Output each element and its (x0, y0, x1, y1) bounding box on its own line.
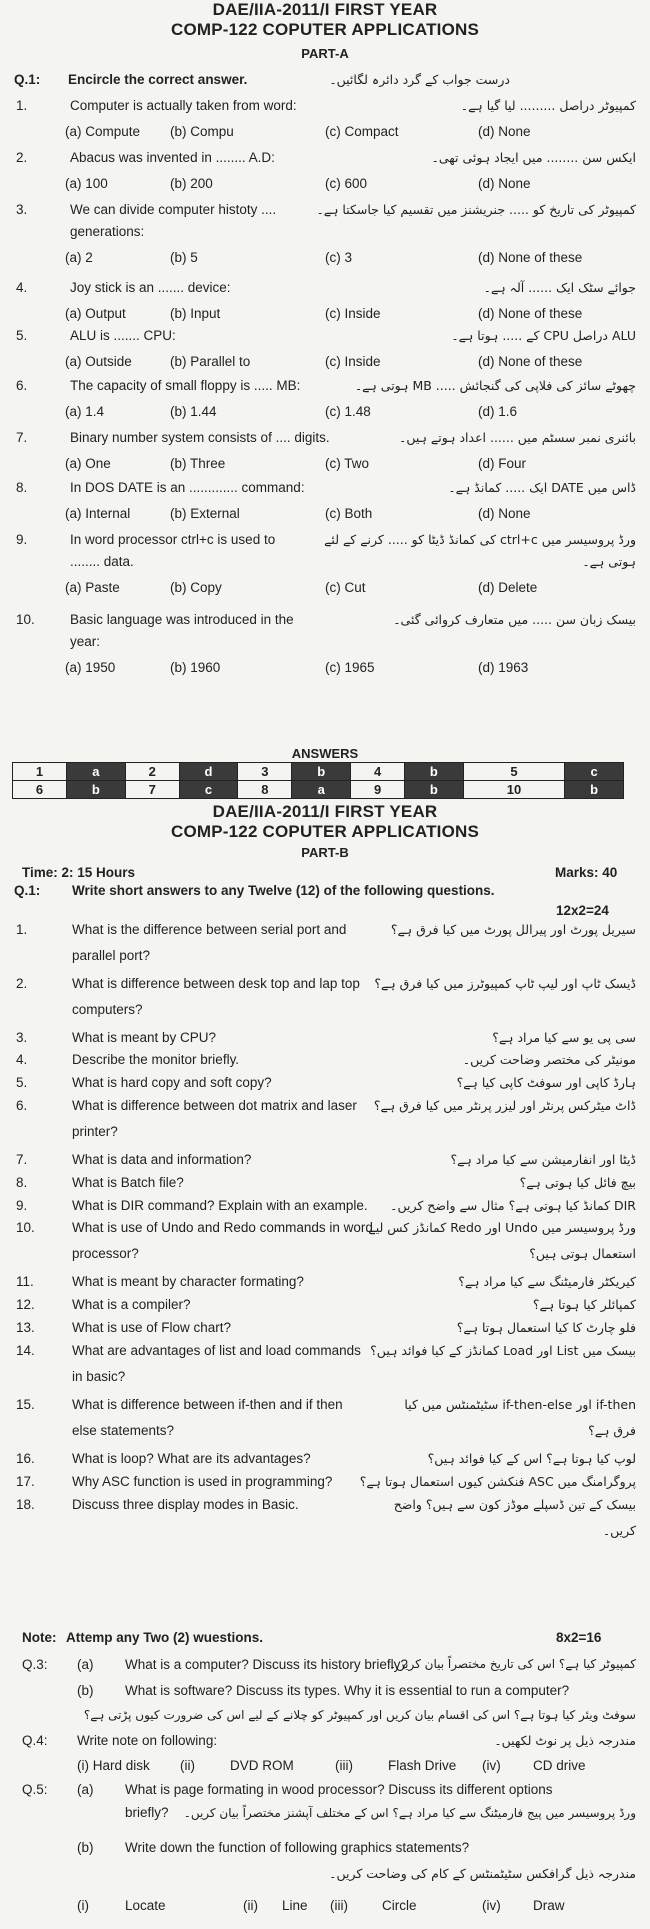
short-question-number: 17. (16, 1474, 35, 1489)
answer-question-number: 9 (351, 781, 405, 799)
answer-choice: a (66, 763, 125, 781)
mcq-option-c: (c) Two (325, 456, 370, 471)
mcq-question: Binary number system consists of .... digits. (70, 430, 330, 445)
short-question-number: 5. (16, 1075, 28, 1090)
mcq-question-cont: year: (70, 634, 101, 649)
total-marks: Marks: 40 (555, 865, 618, 880)
mcq-option-d: (d) Four (478, 456, 527, 471)
mcq-option-c: (c) Both (325, 506, 373, 521)
q5-item: Line (282, 1898, 308, 1913)
mcq-question-urdu: کمپیوٹر دراصل ......... لیا گیا ہے۔ (460, 98, 636, 113)
short-question-number: 1. (16, 922, 28, 937)
mcq-option-d: (d) None of these (478, 354, 583, 369)
q4-item: (iii) (335, 1758, 353, 1773)
short-question-urdu-cont: فرق ہے؟ (588, 1423, 636, 1438)
short-question-number: 3. (16, 1030, 28, 1045)
mcq-question-urdu: کمپیوٹر کی تاریخ کو ..... جنریشنز میں تقسیم کیا جاسکتا ہے۔ (316, 202, 636, 217)
mcq-question-urdu-cont: ہوتی ہے۔ (582, 554, 636, 569)
q4-item: DVD ROM (230, 1758, 294, 1773)
mcq-question: Computer is actually taken from word: (70, 98, 297, 113)
part-b-q1-label: Q.1: (14, 883, 41, 898)
short-question-number: 16. (16, 1451, 35, 1466)
q5b-label: (b) (77, 1840, 94, 1855)
mcq-option-b: (b) Parallel to (170, 354, 251, 369)
answer-question-number: 2 (125, 763, 179, 781)
q4-label: Q.4: (22, 1733, 48, 1748)
short-question-text: What is difference between desk top and lap top (72, 976, 360, 991)
short-question-text: Describe the monitor briefly. (72, 1052, 240, 1067)
mcq-option-b: (b) External (170, 506, 240, 521)
answer-question-number: 1 (13, 763, 67, 781)
mcq-option-b: (b) Three (170, 456, 226, 471)
answer-choice: c (179, 781, 238, 799)
mcq-question-urdu: ایکس سن ........ میں ایجاد ہوئی تھی۔ (431, 150, 636, 165)
q3b-urdu: سوفٹ ویئر کیا ہوتا ہے؟ اس کی اقسام بیان کریں اور کمپیوٹر کو چلانے کے لیے اس کی ضرورت کیوں پڑتی ہے؟ (83, 1708, 636, 1722)
q5-item: Draw (533, 1898, 565, 1913)
short-question-urdu: بیچ فائل کیا ہوتی ہے؟ (519, 1175, 636, 1190)
mcq-question-urdu: ورڈ پروسیسر میں ctrl+c کی کمانڈ ڈیٹا کو ..... کرنے کے لئے (324, 532, 636, 547)
part-b-title-line2: COMP-122 COPUTER APPLICATIONS (170, 822, 480, 841)
q3b-label: (b) (77, 1683, 94, 1698)
mcq-option-c: (c) Cut (325, 580, 366, 595)
mcq-option-a: (a) Outside (65, 354, 132, 369)
short-question-urdu: کیریکٹر فارمیٹنگ سے کیا مراد ہے؟ (458, 1274, 636, 1289)
q3a-text: What is a computer? Discuss its history briefly? (125, 1657, 408, 1672)
short-question-text-cont: else statements? (72, 1423, 175, 1438)
mcq-option-d: (d) Delete (478, 580, 538, 595)
q4-item: Flash Drive (388, 1758, 457, 1773)
note-label: Note: (22, 1630, 57, 1645)
part-a-title-line2: COMP-122 COPUTER APPLICATIONS (170, 20, 480, 39)
answer-choice: c (565, 763, 624, 781)
mcq-option-a: (a) Output (65, 306, 126, 321)
part-b-q1-marks: 12x2=24 (556, 903, 609, 918)
short-question-urdu: DIR کمانڈ کیا ہوتی ہے؟ مثال سے واضح کریں۔ (390, 1198, 636, 1213)
mcq-option-d: (d) None of these (478, 250, 583, 265)
mcq-question: ALU is ....... CPU: (70, 328, 176, 343)
short-question-urdu: if-then اور if-then-else سٹیٹمنٹس میں کیا (404, 1397, 636, 1412)
answer-choice: b (405, 781, 464, 799)
mcq-option-c: (c) 1965 (325, 660, 375, 675)
mcq-option-c: (c) 600 (325, 176, 368, 191)
short-question-urdu: ہارڈ کاپی اور سوفٹ کاپی کیا ہے؟ (456, 1075, 636, 1090)
short-question-urdu: مونیٹر کی مختصر وضاحت کریں۔ (462, 1052, 636, 1067)
answers-title: ANSWERS (291, 746, 359, 761)
short-question-urdu: کمپائلر کیا ہوتا ہے؟ (532, 1297, 636, 1312)
answer-question-number: 3 (238, 763, 292, 781)
q5-item: (ii) (243, 1898, 258, 1913)
answer-question-number: 10 (463, 781, 564, 799)
mcq-option-b: (b) 200 (170, 176, 213, 191)
short-question-text: Discuss three display modes in Basic. (72, 1497, 299, 1512)
q5b-text: Write down the function of following graphics statements? (125, 1840, 470, 1855)
short-question-number: 7. (16, 1152, 28, 1167)
mcq-option-a: (a) 1950 (65, 660, 116, 675)
mcq-option-a: (a) 100 (65, 176, 108, 191)
mcq-question: In word processor ctrl+c is used to (70, 532, 276, 547)
q5a-text: What is page formating in wood processor? Discuss its different options (125, 1782, 553, 1797)
mcq-option-d: (d) None (478, 506, 531, 521)
note-text: Attemp any Two (2) wuestions. (66, 1630, 264, 1645)
short-question-urdu: ڈیٹا اور انفارمیشن سے کیا مراد ہے؟ (450, 1152, 636, 1167)
q1-instruction: Encircle the correct answer. (68, 72, 248, 87)
q4-urdu: مندرجہ ذیل پر نوٹ لکھیں۔ (494, 1733, 636, 1748)
short-question-number: 14. (16, 1343, 35, 1358)
short-question-text-cont: parallel port? (72, 948, 151, 963)
mcq-option-b: (b) 1.44 (170, 404, 217, 419)
answer-question-number: 4 (351, 763, 405, 781)
answer-choice: b (292, 763, 351, 781)
mcq-option-a: (a) One (65, 456, 111, 471)
short-question-text: What is use of Flow chart? (72, 1320, 232, 1335)
short-question-urdu: پروگرامنگ میں ASC فنکشن کیوں استعمال ہوتا ہے؟ (359, 1474, 636, 1489)
short-question-number: 8. (16, 1175, 28, 1190)
mcq-number: 2. (16, 150, 28, 165)
q3-label: Q.3: (22, 1657, 48, 1672)
q1-instruction-urdu: درست جواب کے گرد دائرہ لگائیں۔ (329, 72, 510, 87)
q5a-text-cont: briefly? (125, 1805, 169, 1820)
part-a-title-line1: DAE/IIA-2011/I FIRST YEAR (212, 0, 438, 19)
mcq-option-c: (c) Inside (325, 306, 381, 321)
short-question-text: What is the difference between serial port and (72, 922, 347, 937)
mcq-question: We can divide computer histoty .... (70, 202, 277, 217)
short-question-number: 6. (16, 1098, 28, 1113)
short-question-text-cont: printer? (72, 1124, 118, 1139)
mcq-option-a: (a) Internal (65, 506, 131, 521)
mcq-question: In DOS DATE is an ............. command: (70, 480, 305, 495)
mcq-option-a: (a) Paste (65, 580, 120, 595)
short-question-urdu: ڈاٹ میٹرکس پرنٹر اور لیزر پرنٹر میں کیا فرق ہے؟ (373, 1098, 636, 1113)
q3a-label: (a) (77, 1657, 94, 1672)
q5a-label: (a) (77, 1782, 94, 1797)
answer-question-number: 6 (13, 781, 67, 799)
mcq-question-cont: generations: (70, 224, 145, 239)
q5-item: Circle (382, 1898, 417, 1913)
mcq-option-d: (d) None (478, 124, 531, 139)
note-marks: 8x2=16 (556, 1630, 602, 1645)
mcq-number: 4. (16, 280, 28, 295)
short-question-urdu: بیسک میں List اور Load کمانڈز کے کیا فوائد ہیں؟ (370, 1343, 636, 1358)
q5-item: (i) (77, 1898, 89, 1913)
mcq-question: Basic language was introduced in the (70, 612, 294, 627)
short-question-text-cont: computers? (72, 1002, 143, 1017)
time-allowed: Time: 2: 15 Hours (22, 865, 136, 880)
mcq-question-urdu: ALU دراصل CPU کے ..... ہوتا ہے۔ (451, 328, 636, 343)
mcq-number: 7. (16, 430, 28, 445)
q3a-urdu: کمپیوٹر کیا ہے؟ اس کی تاریخ مختصراً بیان کریں۔ (389, 1657, 636, 1671)
short-question-number: 2. (16, 976, 28, 991)
short-question-text: What is use of Undo and Redo commands in word (72, 1220, 373, 1235)
q5b-urdu: مندرجہ ذیل گرافکس سٹیٹمنٹس کے کام کی وضاحت کریں۔ (329, 1866, 636, 1881)
short-question-text: What is difference between if-then and if then (72, 1397, 343, 1412)
mcq-number: 10. (16, 612, 35, 627)
mcq-option-b: (b) Copy (170, 580, 222, 595)
short-question-urdu: بیسک کے تین ڈسپلے موڈز کون سے ہیں؟ واضح (393, 1497, 636, 1512)
short-question-text: What is a compiler? (72, 1297, 191, 1312)
answer-choice: b (565, 781, 624, 799)
short-question-text: What is DIR command? Explain with an example. (72, 1198, 368, 1213)
short-question-text-cont: in basic? (72, 1369, 126, 1384)
q1-label: Q.1: (14, 72, 41, 87)
q5-item: (iv) (482, 1898, 501, 1913)
mcq-question: Abacus was invented in ........ A.D: (70, 150, 275, 165)
short-question-number: 4. (16, 1052, 28, 1067)
mcq-option-b: (b) Input (170, 306, 221, 321)
answer-question-number: 7 (125, 781, 179, 799)
short-question-text: What is difference between dot matrix and laser (72, 1098, 357, 1113)
answer-choice: d (179, 763, 238, 781)
short-question-number: 9. (16, 1198, 28, 1213)
mcq-question-urdu: چھوٹے سائز کی فلاپی کی گنجائش ..... MB ہوتی ہے۔ (354, 378, 636, 393)
short-question-text: What is meant by character formating? (72, 1274, 304, 1289)
mcq-option-c: (c) 1.48 (325, 404, 371, 419)
part-b-label: PART-B (301, 845, 349, 860)
answers-row (13, 763, 624, 781)
short-question-number: 13. (16, 1320, 35, 1335)
q3b-text: What is software? Discuss its types. Why it is essential to run a computer? (125, 1683, 570, 1698)
answer-question-number: 8 (238, 781, 292, 799)
mcq-number: 9. (16, 532, 28, 547)
mcq-number: 8. (16, 480, 28, 495)
mcq-option-c: (c) Compact (325, 124, 399, 139)
answer-choice: b (405, 763, 464, 781)
mcq-number: 3. (16, 202, 28, 217)
answer-choice: b (66, 781, 125, 799)
mcq-question-urdu: بائنری نمبر سسٹم میں ...... اعداد ہوتے ہیں۔ (399, 430, 636, 445)
mcq-option-b: (b) 1960 (170, 660, 221, 675)
short-question-urdu: سی پی یو سے کیا مراد ہے؟ (492, 1030, 636, 1045)
short-question-text: What are advantages of list and load commands (72, 1343, 361, 1358)
mcq-option-c: (c) Inside (325, 354, 381, 369)
part-b-title-line1: DAE/IIA-2011/I FIRST YEAR (212, 802, 438, 821)
short-question-urdu: فلو چارٹ کا کیا استعمال ہوتا ہے؟ (456, 1320, 636, 1335)
short-question-number: 12. (16, 1297, 35, 1312)
short-question-number: 18. (16, 1497, 35, 1512)
mcq-number: 5. (16, 328, 28, 343)
q5-item: (iii) (330, 1898, 348, 1913)
mcq-number: 1. (16, 98, 28, 113)
q4-item: (i) Hard disk (77, 1758, 150, 1773)
short-question-urdu: لوپ کیا ہوتا ہے؟ اس کے کیا فوائد ہیں؟ (427, 1451, 636, 1466)
q4-item: CD drive (533, 1758, 586, 1773)
q4-item: (ii) (180, 1758, 195, 1773)
short-question-text: What is meant by CPU? (72, 1030, 217, 1045)
q5a-urdu: ورڈ پروسیسر میں پیج فارمیٹنگ سے کیا مراد ہے؟ اس کے مختلف آپشنز مختصراً بیان کریں۔ (183, 1806, 636, 1820)
mcq-question-urdu: بیسک زبان سن ..... میں متعارف کروائی گئی۔ (393, 612, 636, 627)
mcq-question: Joy stick is an ....... device: (70, 280, 231, 295)
mcq-option-d: (d) 1963 (478, 660, 529, 675)
mcq-option-d: (d) 1.6 (478, 404, 518, 419)
answer-choice: a (292, 781, 351, 799)
answers-table (12, 762, 624, 799)
q4-item: (iv) (482, 1758, 501, 1773)
mcq-option-b: (b) 5 (170, 250, 198, 265)
q5-item: Locate (125, 1898, 166, 1913)
answers-row (13, 781, 624, 799)
short-question-text: What is loop? What are its advantages? (72, 1451, 311, 1466)
mcq-option-a: (a) 1.4 (65, 404, 105, 419)
short-question-number: 10. (16, 1220, 35, 1235)
q4-text: Write note on following: (77, 1733, 218, 1748)
short-question-text-cont: processor? (72, 1246, 139, 1261)
mcq-question-cont: ........ data. (70, 554, 134, 569)
short-question-urdu: ڈیسک ٹاپ اور لیپ ٹاپ کمپیوٹرز میں کیا فرق ہے؟ (374, 976, 636, 991)
mcq-option-d: (d) None (478, 176, 531, 191)
q5-label: Q.5: (22, 1782, 48, 1797)
short-question-urdu: سیریل پورٹ اور پیرالل پورٹ میں کیا فرق ہے؟ (390, 922, 636, 937)
mcq-option-c: (c) 3 (325, 250, 352, 265)
mcq-option-a: (a) Compute (65, 124, 141, 139)
short-question-number: 15. (16, 1397, 35, 1412)
mcq-number: 6. (16, 378, 28, 393)
short-question-text: Why ASC function is used in programming? (72, 1474, 333, 1489)
short-question-urdu-cont: کریں۔ (602, 1523, 636, 1538)
answer-question-number: 5 (463, 763, 564, 781)
mcq-option-a: (a) 2 (65, 250, 93, 265)
short-question-number: 11. (16, 1274, 34, 1289)
short-question-text: What is Batch file? (72, 1175, 184, 1190)
mcq-option-b: (b) Compu (170, 124, 234, 139)
short-question-urdu-cont: استعمال ہوتی ہیں؟ (529, 1246, 636, 1261)
mcq-question-urdu: ڈاس میں DATE ایک ..... کمانڈ ہے۔ (448, 480, 636, 495)
part-b-q1-instruction: Write short answers to any Twelve (12) of the following questions. (72, 883, 495, 898)
short-question-text: What is data and information? (72, 1152, 252, 1167)
mcq-question: The capacity of small floppy is ..... MB: (70, 378, 301, 393)
mcq-option-d: (d) None of these (478, 306, 583, 321)
part-a-label: PART-A (301, 46, 349, 61)
short-question-urdu: ورڈ پروسیسر میں Undo اور Redo کمانڈز کس لیے (368, 1220, 636, 1235)
mcq-question-urdu: جوائے سٹک ایک ...... آلہ ہے۔ (483, 280, 636, 295)
short-question-text: What is hard copy and soft copy? (72, 1075, 272, 1090)
